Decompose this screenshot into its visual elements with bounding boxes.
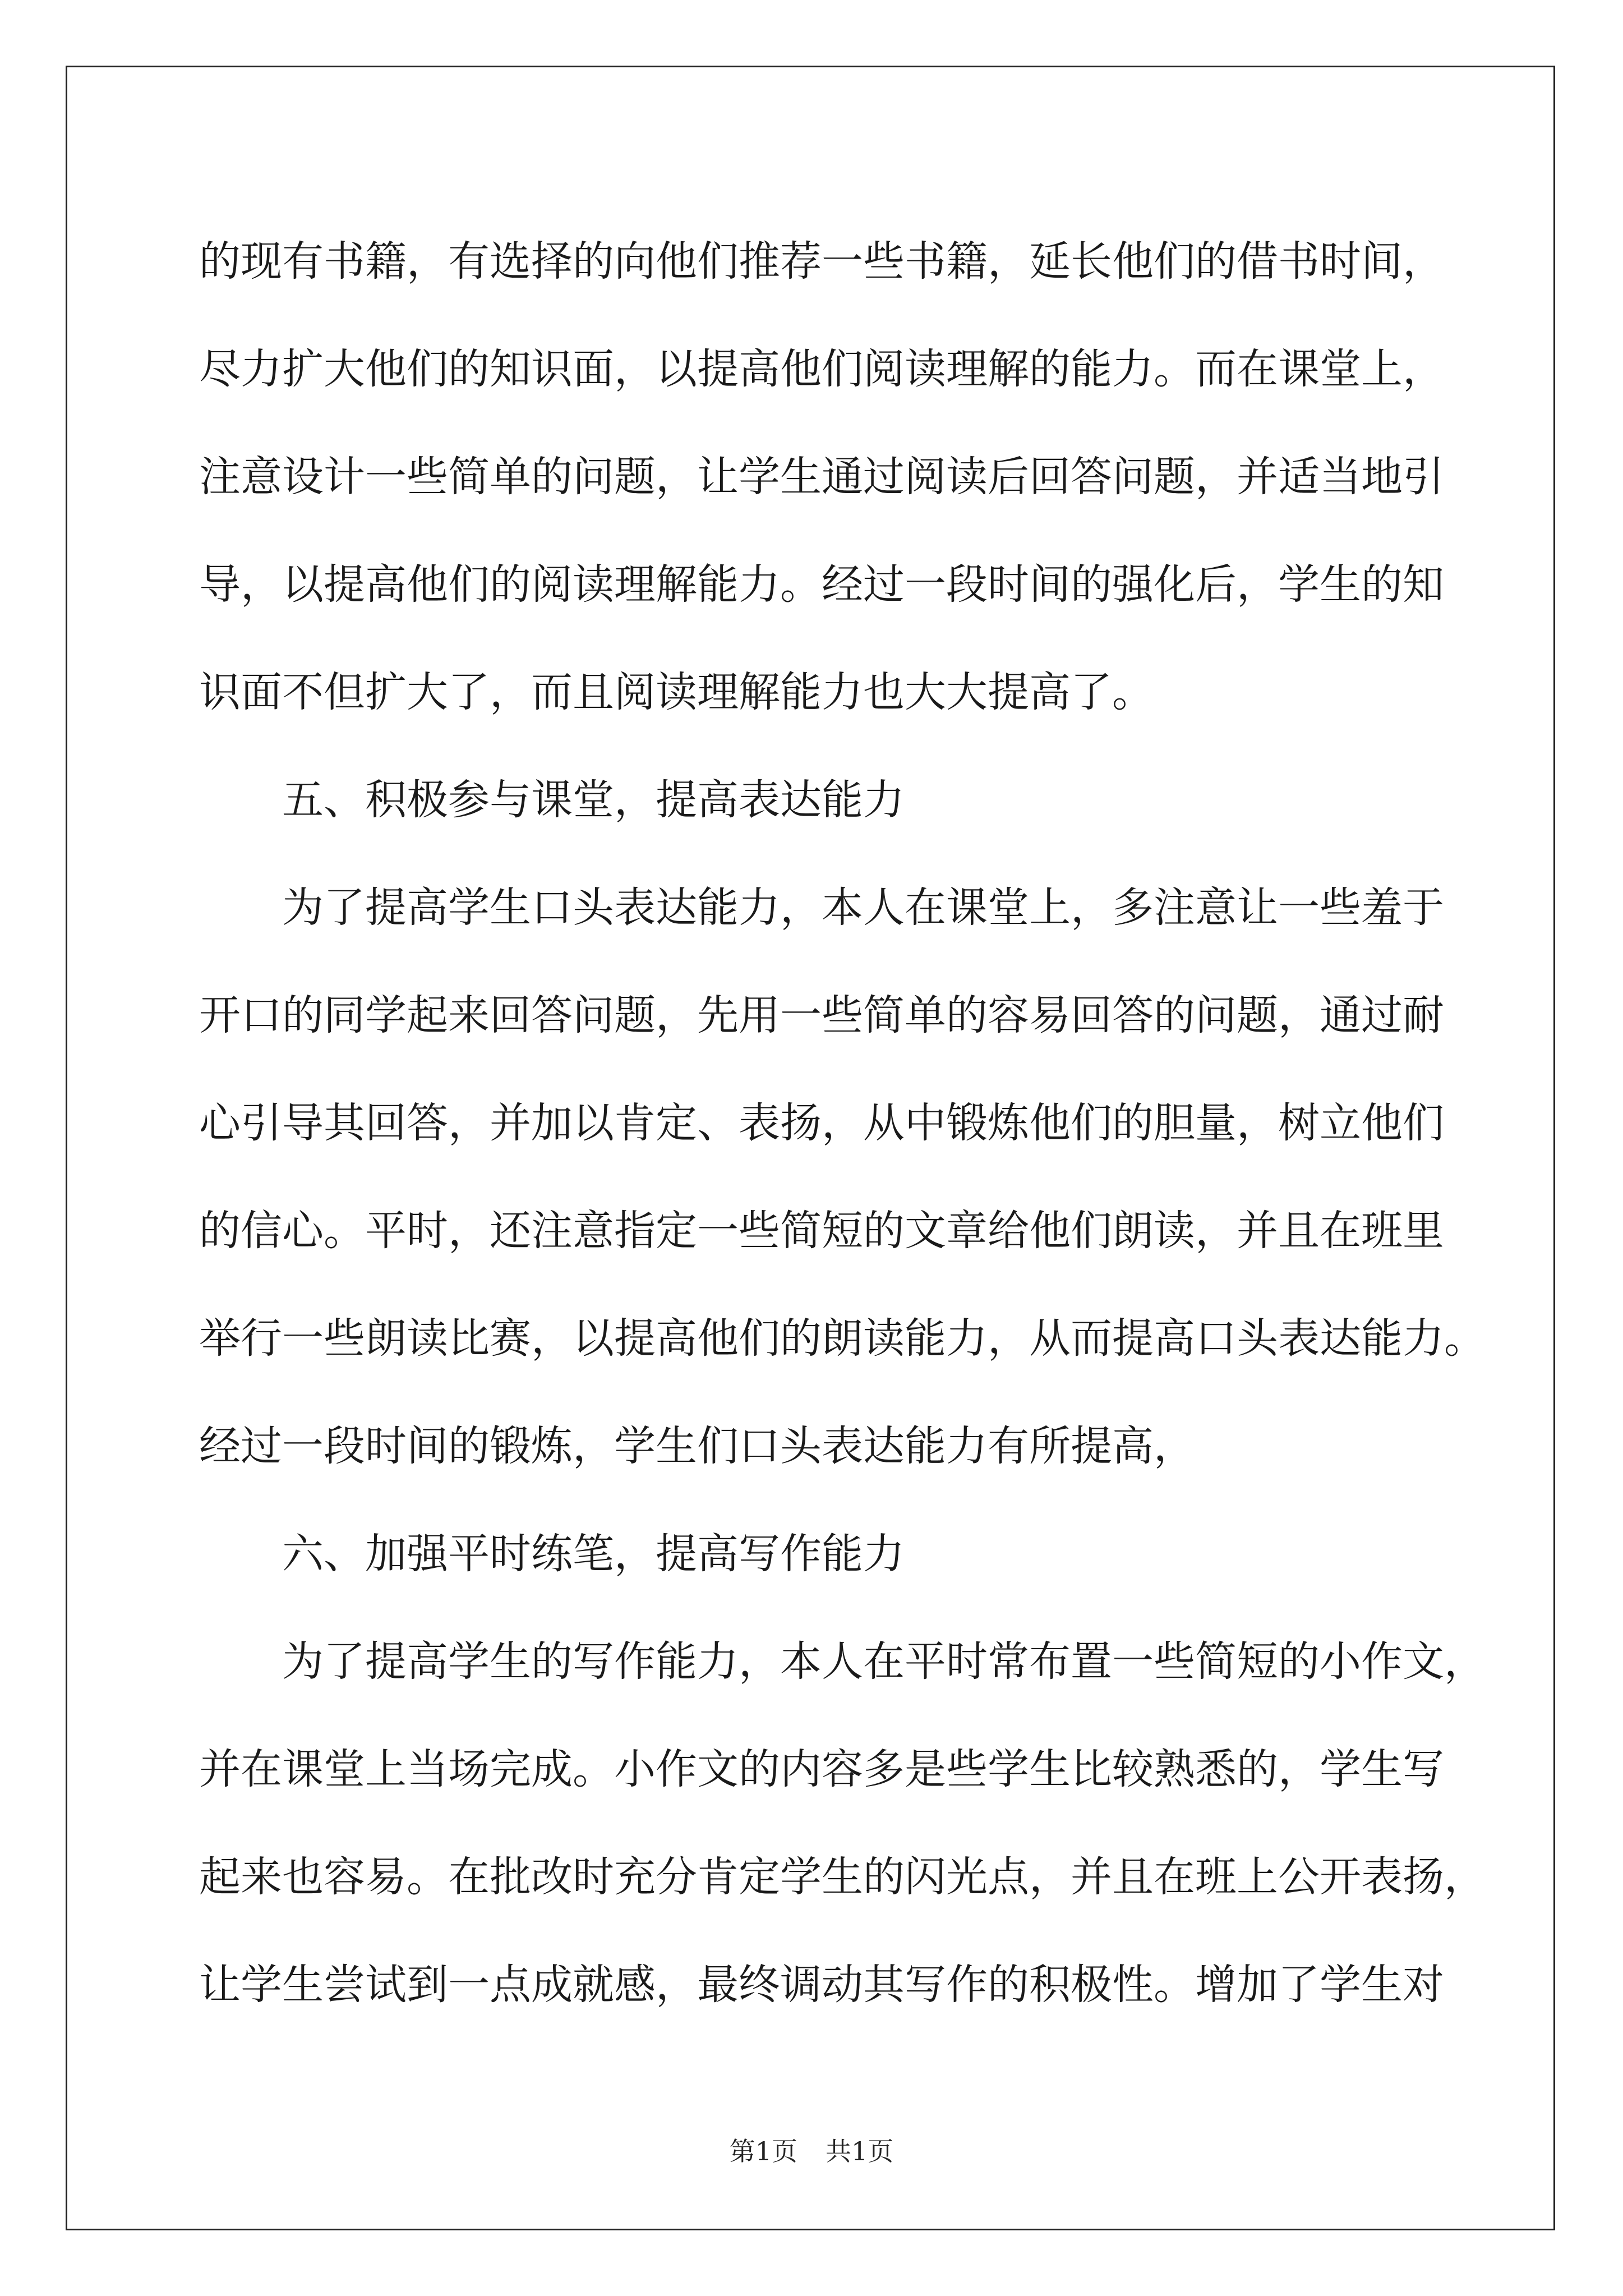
section-heading-five: 五、积极参与课堂，提高表达能力 xyxy=(282,776,905,824)
section-heading-six: 六、加强平时练笔，提高写作能力 xyxy=(282,1530,905,1578)
text-line: 导，以提高他们的阅读理解能力。经过一段时间的强化后，学生的知 xyxy=(199,560,1444,609)
page-footer xyxy=(0,2134,1623,2168)
text-line: 尽力扩大他们的知识面，以提高他们阅读理解的能力。而在课堂上， xyxy=(199,345,1444,393)
text-line: 并在课堂上当场完成。小作文的内容多是些学生比较熟悉的，学生写 xyxy=(199,1745,1444,1793)
text-line: 心引导其回答，并加以肯定、表扬，从中锻炼他们的胆量，树立他们 xyxy=(199,1099,1444,1147)
text-line: 让学生尝试到一点成就感，最终调动其写作的积极性。增加了学生对 xyxy=(199,1961,1444,2009)
text-line: 识面不但扩大了，而且阅读理解能力也大大提高了。 xyxy=(199,668,1154,716)
page-total: 共1页 xyxy=(826,2136,894,2166)
text-line: 举行一些朗读比赛，以提高他们的朗读能力，从而提高口头表达能力。 xyxy=(199,1314,1486,1363)
document-body xyxy=(199,208,1486,2039)
text-line: 的现有书籍，有选择的向他们推荐一些书籍，延长他们的借书时间， xyxy=(199,237,1444,286)
page-number: 第1页 xyxy=(729,2136,797,2166)
text-line: 为了提高学生口头表达能力，本人在课堂上，多注意让一些羞于 xyxy=(282,884,1444,932)
text-line: 经过一段时间的锻炼，学生们口头表达能力有所提高， xyxy=(199,1422,1195,1470)
text-line: 的信心。平时，还注意指定一些简短的文章给他们朗读，并且在班里 xyxy=(199,1207,1444,1255)
text-line: 起来也容易。在批改时充分肯定学生的闪光点，并且在班上公开表扬， xyxy=(199,1853,1486,1901)
text-line: 注意设计一些简单的问题，让学生通过阅读后回答问题，并适当地引 xyxy=(199,453,1444,501)
text-line: 开口的同学起来回答问题，先用一些简单的容易回答的问题，通过耐 xyxy=(199,991,1444,1039)
text-line: 为了提高学生的写作能力，本人在平时常布置一些简短的小作文， xyxy=(282,1637,1486,1686)
